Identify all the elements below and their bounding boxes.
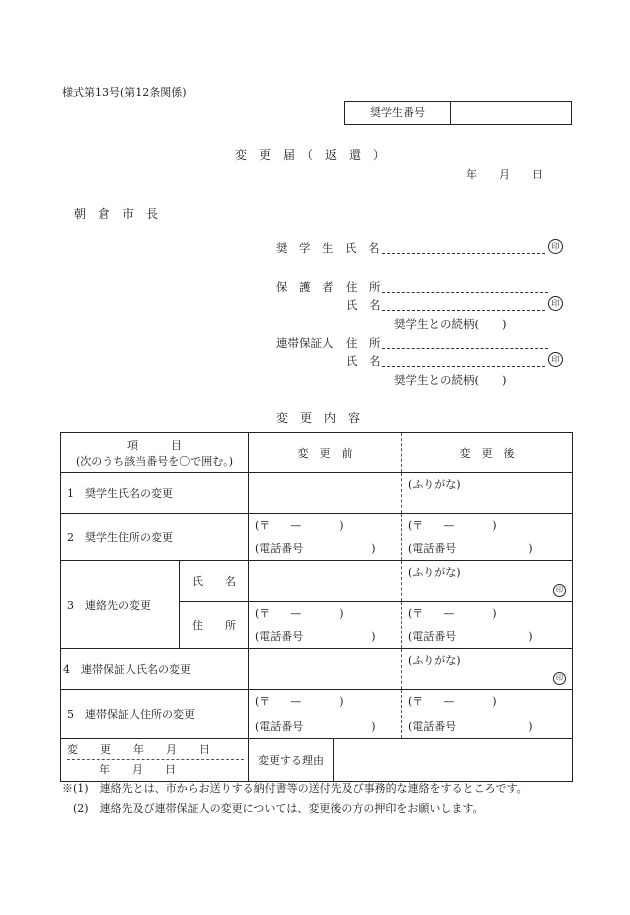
before-cell[interactable] — [249, 473, 402, 514]
tel-line: (電話番号 ) — [408, 542, 533, 555]
guardian-name-label: 氏 名 — [346, 298, 381, 312]
header-item-title: 項 目 — [127, 438, 182, 452]
reason-field[interactable] — [334, 739, 573, 782]
addressee: 朝 倉 市 長 — [74, 207, 159, 221]
change-date-value: 年 月 日 — [99, 763, 176, 776]
change-table — [60, 432, 573, 782]
guarantor-address-field[interactable] — [382, 348, 548, 349]
header-before: 変 更 前 — [249, 433, 402, 473]
after-cell[interactable] — [402, 649, 573, 690]
seal-icon: 印 — [553, 584, 566, 597]
row-label: 4 連帯保証人氏名の変更 — [61, 649, 249, 690]
seal-icon: 印 — [548, 239, 563, 254]
tel-line: (電話番号 ) — [255, 542, 376, 555]
form-number: 様式第13号(第12条関係) — [62, 86, 187, 99]
tel-line: (電話番号 ) — [408, 630, 533, 643]
row-label: 5 連帯保証人住所の変更 — [61, 690, 249, 739]
after-cell[interactable] — [402, 561, 573, 602]
header-after: 変 更 後 — [402, 433, 573, 473]
guardian-label: 保 護 者 — [276, 280, 334, 294]
before-cell[interactable] — [249, 602, 402, 649]
student-name-label: 奨 学 生 氏 名 — [276, 241, 380, 255]
before-cell[interactable] — [249, 690, 402, 739]
tel-line: (電話番号 ) — [408, 720, 533, 733]
form-title: 変 更 届 （ 返 還 ） — [235, 148, 386, 162]
guarantor-name-label: 氏 名 — [346, 354, 381, 368]
guardian-address-field[interactable] — [382, 292, 548, 293]
reason-label: 変更する理由 — [249, 739, 334, 782]
after-cell[interactable] — [402, 514, 573, 561]
change-date-cell[interactable] — [61, 739, 249, 782]
scholar-number-box — [344, 101, 572, 125]
note-1: ※(1) 連絡先とは、市からお送りする納付書等の送付先及び事務的な連絡をするところです。 — [62, 782, 528, 795]
student-name-field[interactable] — [382, 253, 545, 254]
guarantor-relation[interactable]: 奨学生との続柄( ) — [394, 373, 507, 387]
zip-line: (〒 — ) — [255, 607, 344, 620]
row-label: 1 奨学生氏名の変更 — [61, 473, 249, 514]
after-cell[interactable] — [402, 473, 573, 514]
tel-line: (電話番号 ) — [255, 720, 376, 733]
before-cell[interactable] — [249, 514, 402, 561]
sub-label-address: 住 所 — [180, 602, 249, 649]
seal-icon: 印 — [548, 352, 563, 367]
guardian-address-label: 住 所 — [346, 280, 381, 294]
sub-label-name: 氏 名 — [180, 561, 249, 602]
zip-line: (〒 — ) — [255, 695, 344, 708]
guardian-relation[interactable]: 奨学生との続柄( ) — [394, 317, 507, 331]
zip-line: (〒 — ) — [408, 607, 497, 620]
seal-icon: 印 — [553, 672, 566, 685]
header-item — [61, 433, 249, 473]
submission-date[interactable]: 年 月 日 — [466, 168, 543, 181]
furigana-label: (ふりがな) — [408, 478, 461, 491]
guardian-name-field[interactable] — [382, 310, 545, 311]
row-label: 3 連絡先の変更 — [61, 561, 180, 649]
change-date-label: 変 更 年 月 日 — [67, 741, 244, 760]
scholar-number-label: 奨学生番号 — [345, 102, 451, 124]
furigana-label: (ふりがな) — [408, 566, 461, 579]
scholar-number-field[interactable] — [451, 102, 571, 124]
before-cell[interactable] — [249, 561, 402, 602]
note-2: (2) 連絡先及び連帯保証人の変更については、変更後の方の押印をお願いします。 — [62, 802, 484, 815]
zip-line: (〒 — ) — [255, 519, 344, 532]
guarantor-address-label: 住 所 — [346, 336, 381, 350]
header-item-note: (次のうち該当番号を〇で囲む。) — [75, 454, 234, 468]
row-label: 2 奨学生住所の変更 — [61, 514, 249, 561]
before-cell[interactable] — [249, 649, 402, 690]
guarantor-name-field[interactable] — [382, 366, 545, 367]
notes — [62, 779, 528, 819]
guarantor-label: 連帯保証人 — [276, 336, 334, 350]
zip-line: (〒 — ) — [408, 519, 497, 532]
after-cell[interactable] — [402, 690, 573, 739]
seal-icon: 印 — [548, 296, 563, 311]
section-title: 変 更 内 容 — [276, 411, 361, 425]
tel-line: (電話番号 ) — [255, 630, 376, 643]
zip-line: (〒 — ) — [408, 695, 497, 708]
furigana-label: (ふりがな) — [408, 654, 461, 667]
after-cell[interactable] — [402, 602, 573, 649]
